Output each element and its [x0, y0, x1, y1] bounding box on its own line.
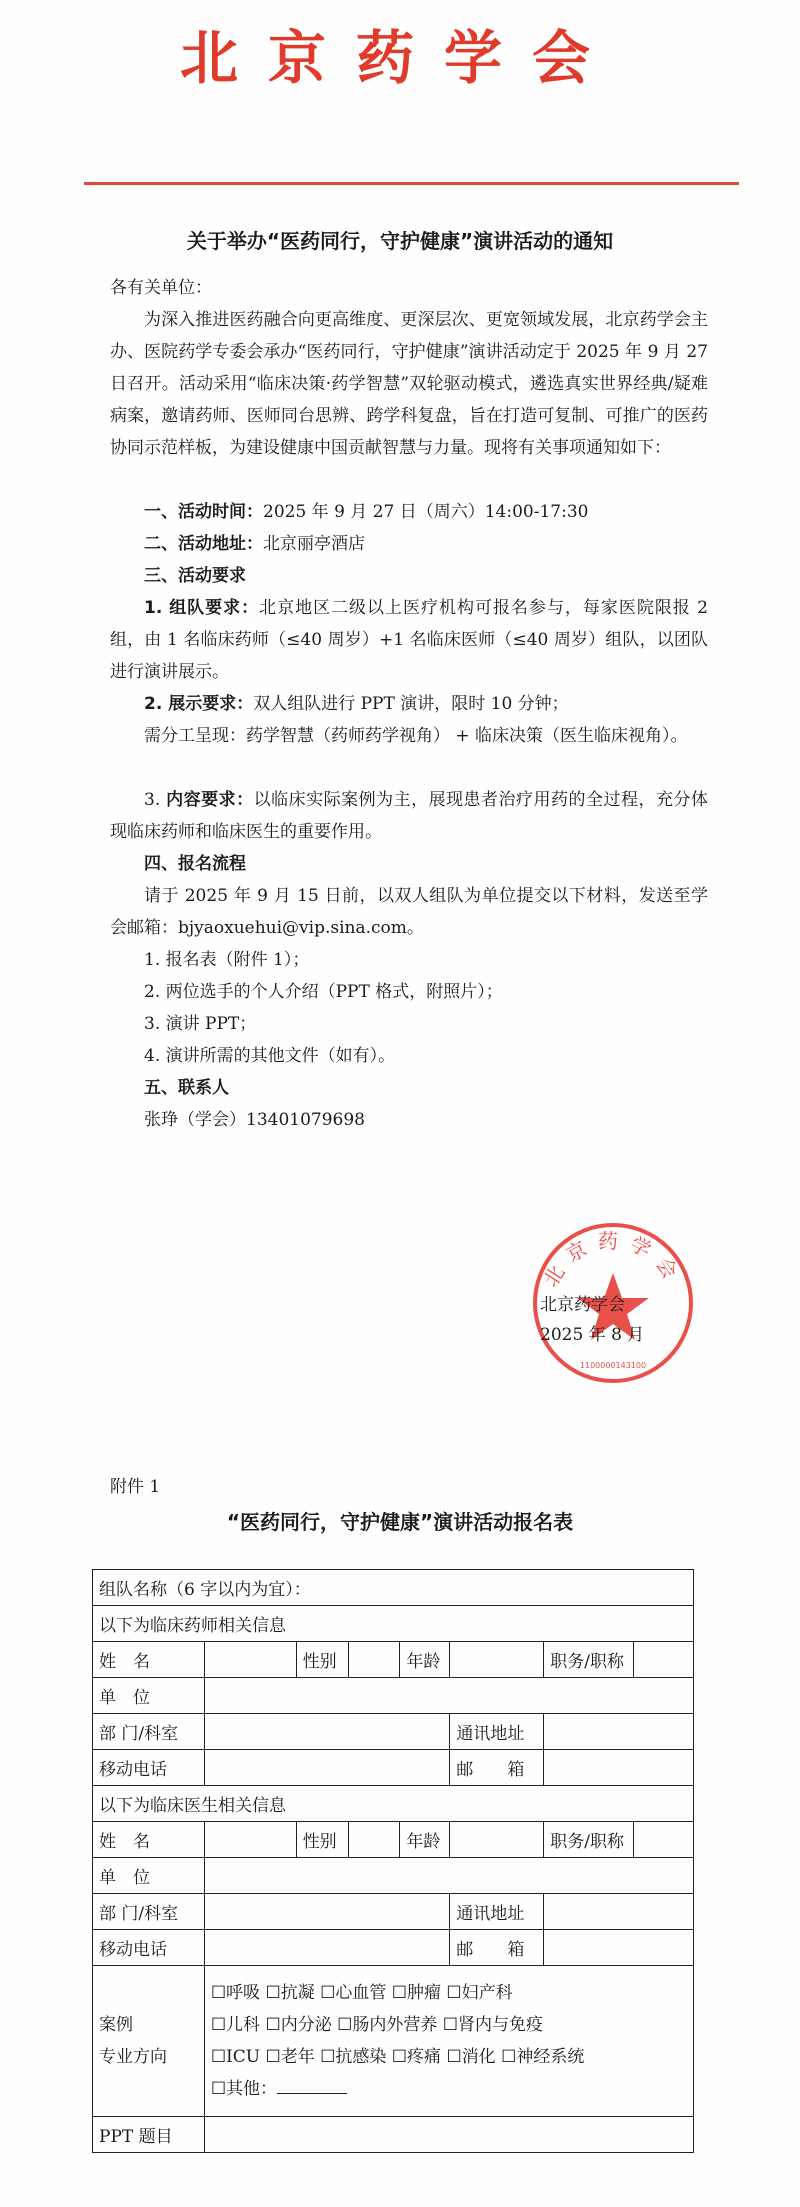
case-options-row[interactable]: ☐儿科 ☐内分泌 ☐肠内外营养 ☐肾内与免疫 — [210, 2015, 543, 2035]
section-time-value: 2025 年 9 月 27 日（周六）14:00-17:30 — [263, 502, 589, 522]
intro-paragraph: 为深入推进医药融合向更高维度、更深层次、更宽领域发展，北京药学会主办、医院药学专委会承办“医药同行，守护健康”演讲活动定于 2025 年 9 月 27 日召开。活动采用“临床决策·药学智慧”双轮驱动模式，遴选真实世界经典/疑难病案，邀请药师、医师同台思辨、跨学科复盘，旨在打造可复制、可推广的医药协同示范样板，为建设健康中国贡献智慧与力量。现将有关事项通知如下： — [110, 310, 708, 458]
pharmacist-unit-input[interactable] — [204, 1678, 693, 1714]
section-contact: 五、联系人 — [144, 1078, 229, 1098]
registration-text: 请于 2025 年 9 月 15 日前，以双人组队为单位提交以下材料，发送至学会邮箱：bjyaoxuehui@vip.sina.com。 — [110, 886, 708, 938]
pharmacist-dept-label: 部 门/科室 — [93, 1714, 205, 1750]
doctor-address-input[interactable] — [544, 1894, 694, 1930]
pharmacist-address-input[interactable] — [544, 1714, 694, 1750]
pharmacist-gender-label: 性别 — [296, 1642, 348, 1678]
requirement-display-label: 2. 展示要求： — [144, 694, 254, 714]
case-options-row[interactable]: ☐ICU ☐老年 ☐抗感染 ☐疼痛 ☐消化 ☐神经系统 — [210, 2047, 585, 2067]
requirement-team-text: 北京地区二级以上医疗机构可报名参与，每家医院限报 2 组，由 1 名临床药师（≤40 周岁）+1 名临床医师（≤40 周岁）组队，以团队进行演讲展示。 — [110, 598, 708, 682]
seal-text: 北京药学会 — [538, 1229, 688, 1292]
case-direction-label-line2: 专业方向 — [99, 2047, 167, 2067]
doctor-unit-label: 单 位 — [93, 1858, 205, 1894]
requirement-display-extra: 需分工呈现：药学智慧（药师药学视角） + 临床决策（医生临床视角）。 — [144, 726, 688, 746]
pharmacist-unit-label: 单 位 — [93, 1678, 205, 1714]
doctor-unit-input[interactable] — [204, 1858, 693, 1894]
case-option-other-label[interactable]: ☐其他： — [210, 2079, 278, 2099]
doctor-phone-label: 移动电话 — [93, 1930, 205, 1966]
pharmacist-section-header: 以下为临床药师相关信息 — [93, 1606, 694, 1642]
pharmacist-name-label: 姓 名 — [93, 1642, 205, 1678]
team-name-field[interactable]: 组队名称（6 字以内为宜）： — [93, 1570, 694, 1606]
doctor-dept-label: 部 门/科室 — [93, 1894, 205, 1930]
requirement-content-label: 内容要求： — [166, 790, 254, 810]
notice-title: 关于举办“医药同行，守护健康”演讲活动的通知 — [186, 229, 614, 253]
doctor-name-input[interactable] — [204, 1822, 296, 1858]
annex-label: 附件 1 — [110, 1477, 161, 1497]
header-divider — [84, 182, 739, 185]
doctor-phone-input[interactable] — [204, 1930, 450, 1966]
doctor-name-label: 姓 名 — [93, 1822, 205, 1858]
pharmacist-phone-label: 移动电话 — [93, 1750, 205, 1786]
doctor-address-label: 通讯地址 — [450, 1894, 544, 1930]
seal-code: 1100000143100 — [579, 1361, 647, 1370]
pharmacist-phone-input[interactable] — [204, 1750, 450, 1786]
pharmacist-age-label: 年龄 — [400, 1642, 450, 1678]
case-options-row[interactable]: ☐呼吸 ☐抗凝 ☐心血管 ☐肿瘤 ☐妇产科 — [210, 1983, 513, 2003]
case-options-other[interactable] — [211, 2073, 687, 2105]
doctor-gender-label: 性别 — [296, 1822, 348, 1858]
case-direction-label-line1: 案例 — [99, 2015, 133, 2035]
ppt-title-input[interactable] — [204, 2117, 693, 2153]
section-address — [110, 528, 708, 560]
requirement-content-text: 以临床实际案例为主，展现患者治疗用药的全过程，充分体现临床药师和临床医生的重要作用。 — [110, 790, 709, 842]
requirement-team-label: 1. 组队要求： — [144, 598, 260, 618]
signer: 北京药学会 — [540, 1295, 625, 1315]
pharmacist-dept-input[interactable] — [204, 1714, 450, 1750]
section-address-value: 北京丽亭酒店 — [263, 534, 365, 554]
doctor-dept-input[interactable] — [204, 1894, 450, 1930]
requirement-display-text: 双人组队进行 PPT 演讲，限时 10 分钟； — [253, 694, 569, 714]
doctor-age-label: 年龄 — [400, 1822, 450, 1858]
requirement-content-num: 3. — [144, 790, 167, 810]
doctor-gender-input[interactable] — [348, 1822, 400, 1858]
doctor-email-input[interactable] — [544, 1930, 694, 1966]
doctor-section-header: 以下为临床医生相关信息 — [93, 1786, 694, 1822]
form-title: “医药同行，守护健康”演讲活动报名表 — [226, 1510, 574, 1534]
requirement-content — [110, 784, 708, 848]
requirement-display — [110, 688, 708, 720]
requirement-team — [110, 592, 708, 688]
doctor-email-label: 邮 箱 — [450, 1930, 544, 1966]
registration-form — [92, 1569, 694, 2153]
pharmacist-email-input[interactable] — [544, 1750, 694, 1786]
sign-date: 2025 年 8 月 — [540, 1325, 645, 1345]
ppt-title-label: PPT 题目 — [93, 2117, 205, 2153]
pharmacist-name-input[interactable] — [204, 1642, 296, 1678]
section-requirements: 三、活动要求 — [144, 566, 246, 586]
doctor-age-input[interactable] — [450, 1822, 544, 1858]
salutation: 各有关单位： — [110, 278, 212, 298]
case-direction-options[interactable] — [204, 1966, 693, 2117]
pharmacist-address-label: 通讯地址 — [450, 1714, 544, 1750]
section-time-label: 一、活动时间： — [144, 502, 263, 522]
doctor-title-input[interactable] — [634, 1822, 694, 1858]
case-direction-label — [93, 1966, 205, 2117]
material-item: 4. 演讲所需的其他文件（如有）。 — [144, 1046, 396, 1066]
pharmacist-email-label: 邮 箱 — [450, 1750, 544, 1786]
section-time — [110, 496, 708, 528]
contact-info: 张琤（学会）13401079698 — [144, 1110, 365, 1130]
pharmacist-title-label: 职务/职称 — [544, 1642, 634, 1678]
doctor-title-label: 职务/职称 — [544, 1822, 634, 1858]
other-blank-line[interactable] — [277, 2079, 347, 2094]
section-address-label: 二、活动地址： — [144, 534, 263, 554]
material-item: 3. 演讲 PPT； — [144, 1014, 257, 1034]
pharmacist-age-input[interactable] — [450, 1642, 544, 1678]
section-registration: 四、报名流程 — [144, 854, 246, 874]
pharmacist-title-input[interactable] — [634, 1642, 694, 1678]
pharmacist-gender-input[interactable] — [348, 1642, 400, 1678]
org-title: 北京药学会 — [179, 24, 620, 92]
material-item: 2. 两位选手的个人介绍（PPT 格式，附照片）； — [144, 982, 503, 1002]
material-item: 1. 报名表（附件 1）； — [144, 950, 310, 970]
